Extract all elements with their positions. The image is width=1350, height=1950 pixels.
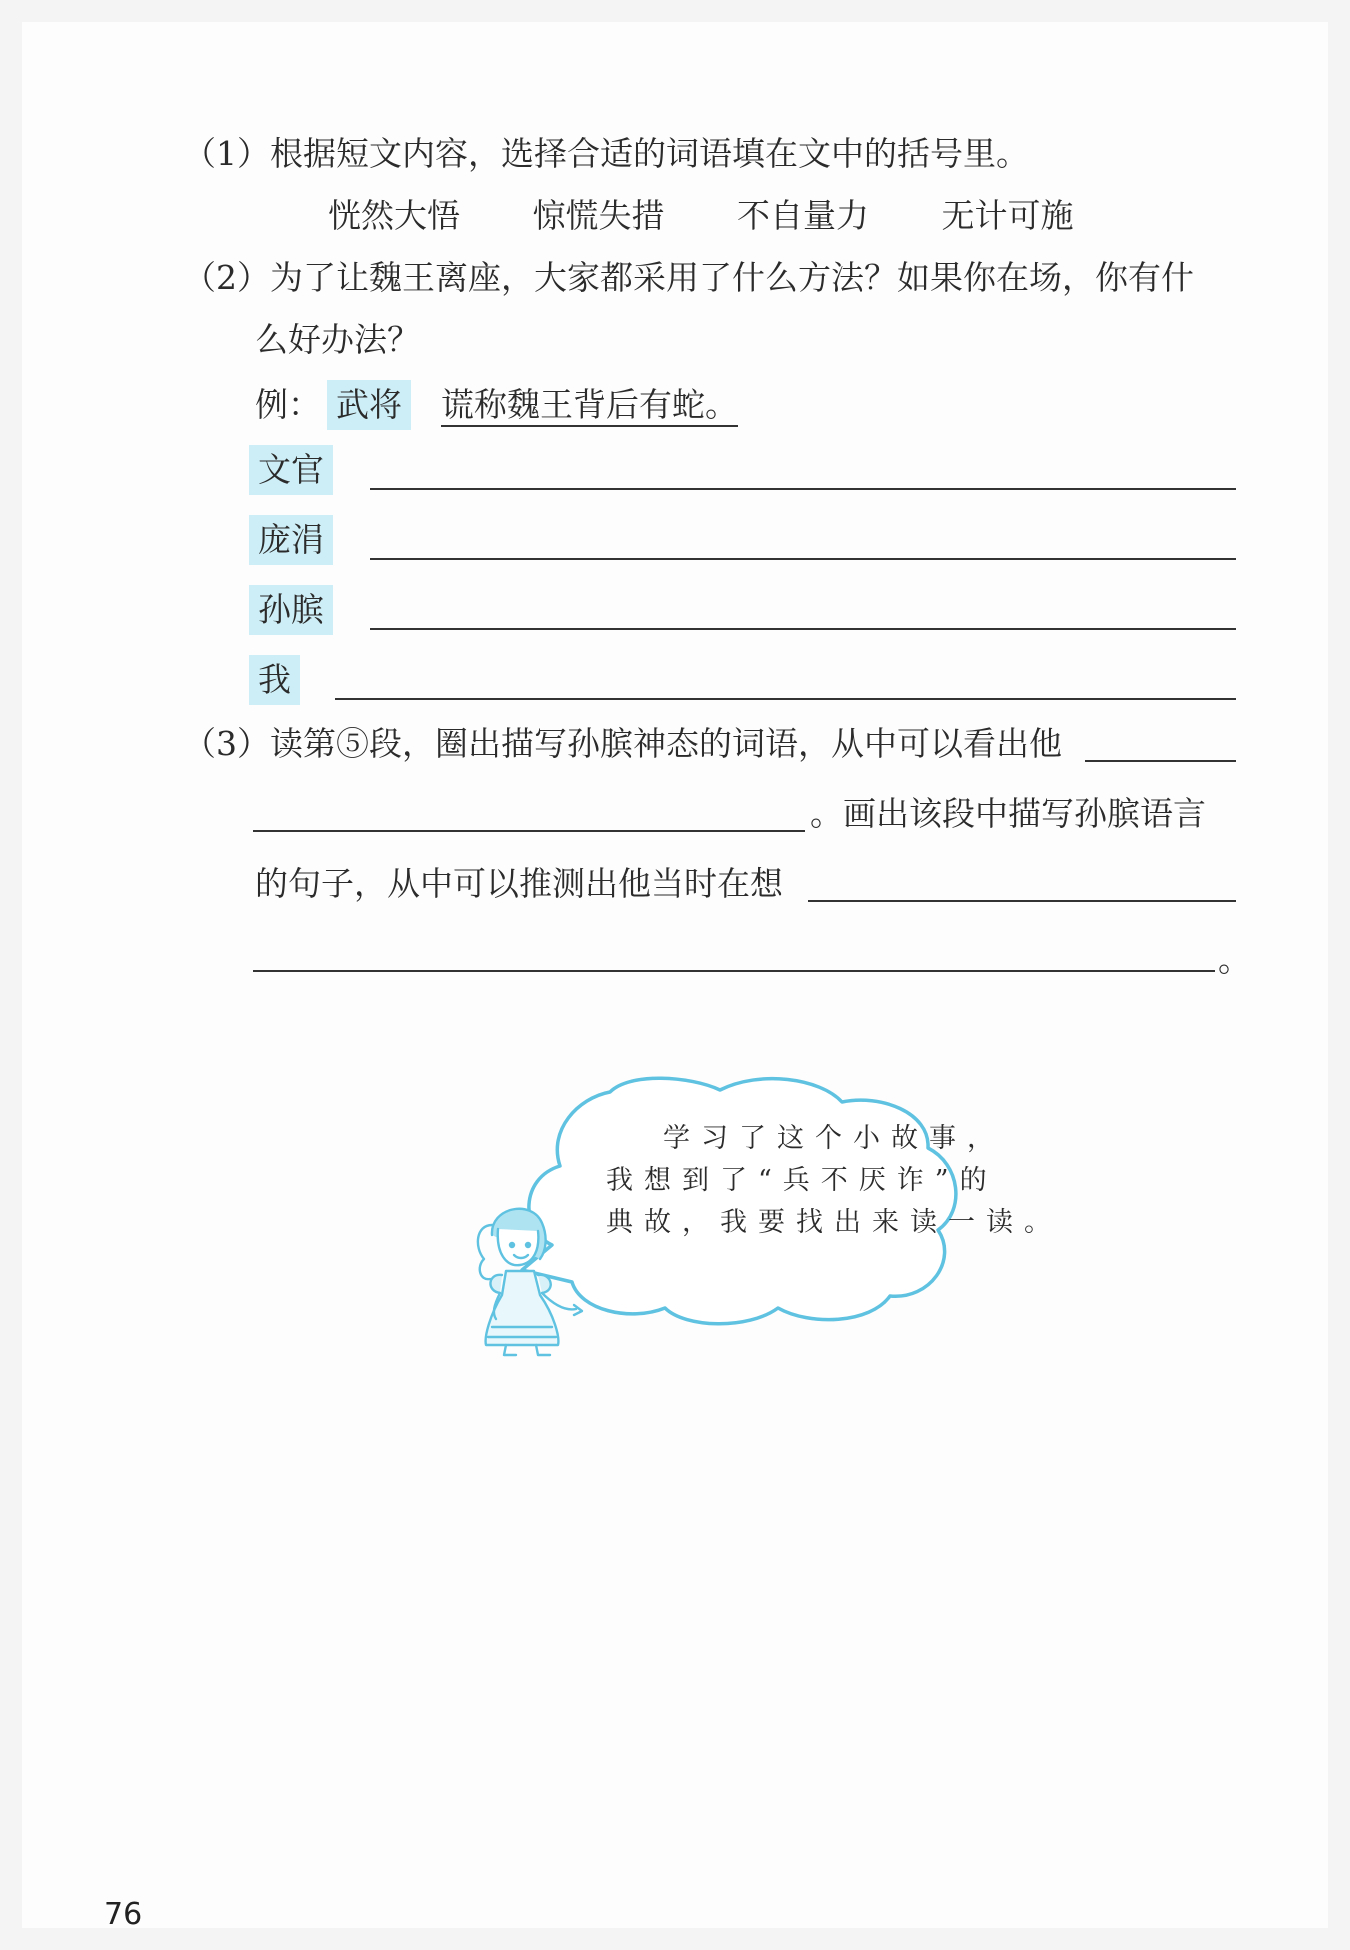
page-number: 76	[104, 1897, 143, 1932]
person-tag-wenguan: 文官	[249, 445, 333, 495]
question-2-text-line2: 么好办法？	[255, 320, 420, 359]
person-tag-sunbin: 孙膑	[249, 585, 333, 635]
answer-row-wenguan	[249, 445, 333, 495]
question-3-number: （3）	[183, 724, 270, 763]
example-row	[255, 380, 738, 430]
example-person-tag: 武将	[327, 380, 411, 430]
question-2	[183, 256, 1194, 300]
question-1-number: （1）	[183, 134, 270, 173]
person-tag-wo: 我	[249, 655, 300, 705]
answer-blank-q3-c[interactable]	[808, 900, 1236, 902]
question-2-number: （2）	[183, 258, 270, 297]
question-1	[183, 132, 1029, 176]
example-prefix: 例：	[255, 385, 321, 424]
example-answer: 谎称魏王背后有蛇。	[441, 385, 738, 427]
question-3-text-line3: 的句子，从中可以推测出他当时在想	[255, 864, 783, 903]
answer-blank-wo[interactable]	[335, 698, 1236, 700]
question-2-text-line1: 为了让魏王离座，大家都采用了什么方法？如果你在场，你有什	[270, 258, 1194, 297]
word-bank-item: 惊慌失措	[532, 196, 665, 235]
answer-row-wo	[249, 655, 300, 705]
person-tag-pangjuan: 庞涓	[249, 515, 333, 565]
question-3-line1	[183, 722, 1062, 766]
answer-row-sunbin	[249, 585, 333, 635]
answer-blank-pangjuan[interactable]	[370, 558, 1236, 560]
answer-blank-wenguan[interactable]	[370, 488, 1236, 490]
word-bank-item: 无计可施	[941, 196, 1074, 235]
question-1-text: 根据短文内容，选择合适的词语填在文中的括号里。	[270, 134, 1029, 173]
question-3-end-mark: 。	[1218, 940, 1251, 979]
answer-blank-q3-a[interactable]	[1085, 760, 1236, 762]
bubble-line2: 我想到了“兵不厌诈”的	[606, 1165, 998, 1196]
word-bank-item: 恍然大悟	[328, 196, 460, 235]
bubble-line1: 学习了这个小故事，	[663, 1123, 1005, 1154]
answer-blank-sunbin[interactable]	[370, 628, 1236, 630]
question-3-text-line2: 。画出该段中描写孙膑语言	[810, 794, 1206, 833]
answer-row-pangjuan	[249, 515, 333, 565]
girl-illustration	[462, 1195, 597, 1360]
bubble-line3: 典故，我要找出来读一读。	[606, 1207, 1062, 1238]
word-bank-item: 不自量力	[737, 196, 869, 235]
answer-blank-q3-b[interactable]	[253, 830, 805, 832]
question-3-text-line1: 读第⑤段，圈出描写孙膑神态的词语，从中可以看出他	[270, 724, 1062, 763]
workbook-page	[22, 22, 1328, 1928]
word-bank	[328, 194, 1136, 238]
answer-blank-q3-d[interactable]	[253, 970, 1215, 972]
